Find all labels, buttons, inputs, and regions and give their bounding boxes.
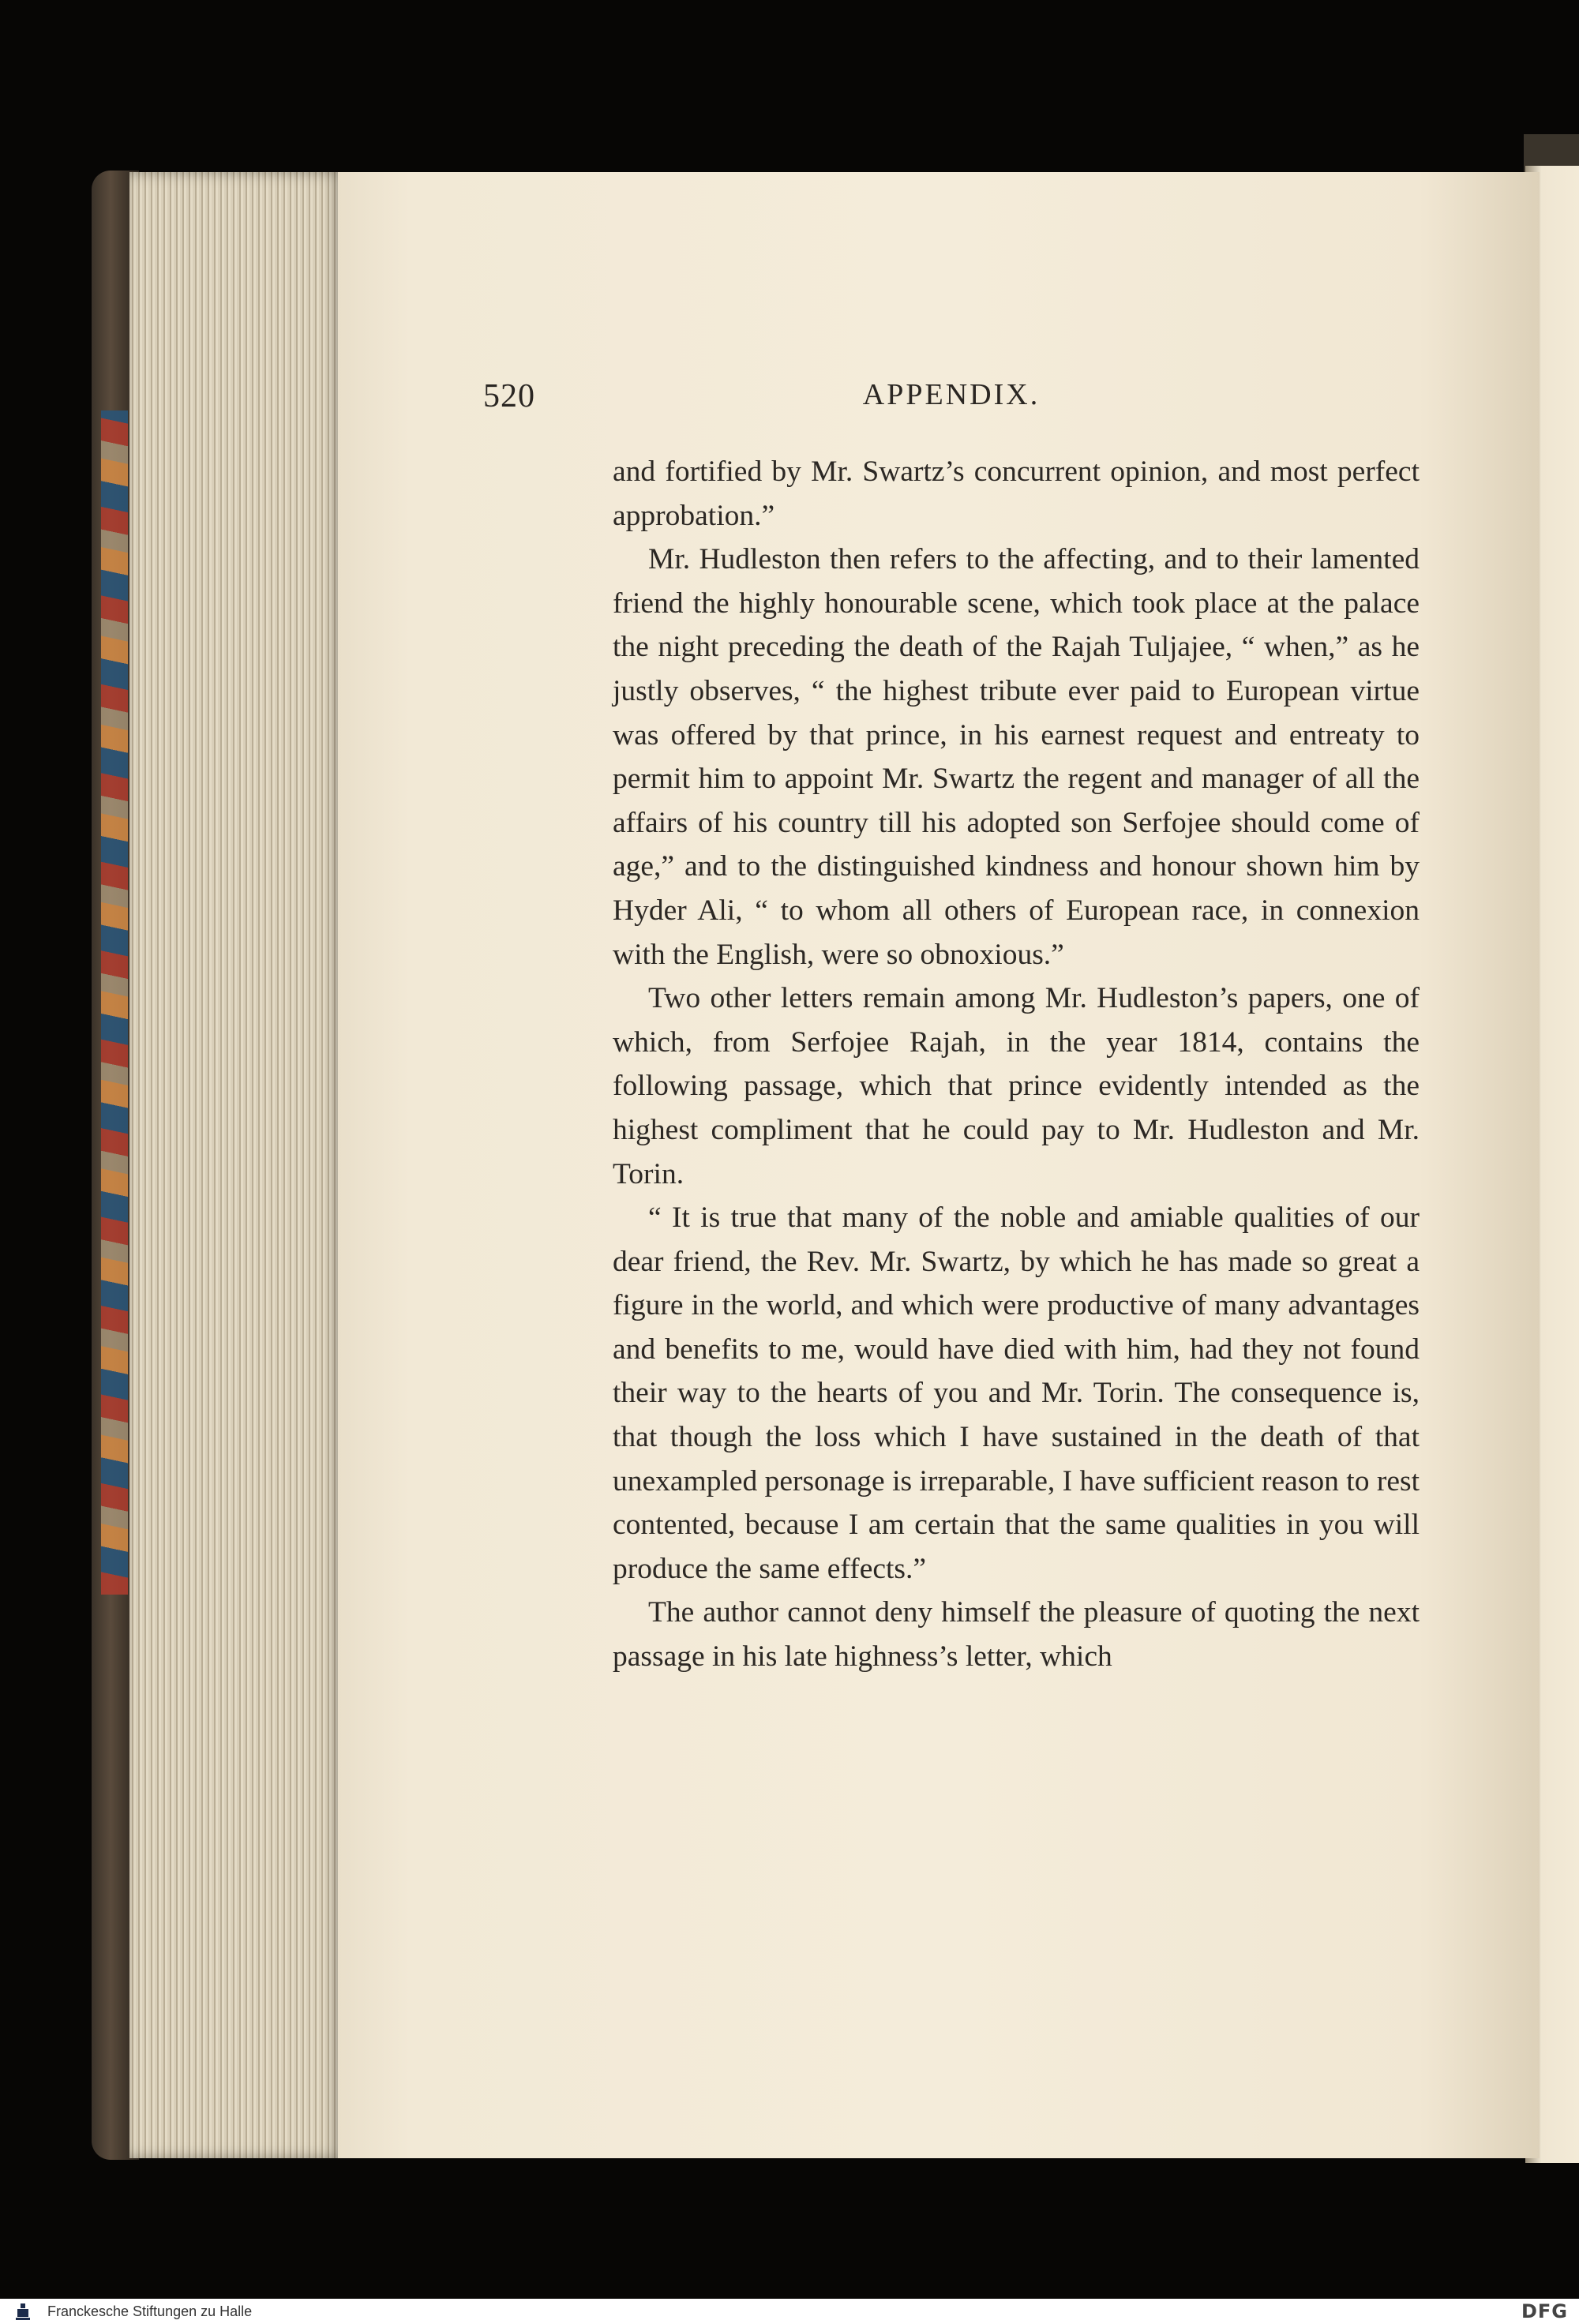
page-number: 520 (483, 378, 535, 414)
institution-name: Franckesche Stiftungen zu Halle (47, 2303, 253, 2319)
dfg-logo: DFG (1521, 2300, 1568, 2322)
page-header (483, 377, 1420, 433)
body-text (613, 450, 1420, 1679)
paragraph: Mr. Hudleston then refers to the affecting, and to their lamented friend the highly honourable scene, which took place at the palace the night preceding the death of the Rajah Tuljajee, “ when,” as he justly observes, “ the highest tribute ever paid to European virtue was offered by that prince, in his earnest request and entreaty to permit him to appoint Mr. Swartz the regent and manager of all the affairs of his country till his adopted son Serfojee should come of age,” and to the distinguished kindness and honour shown him by Hyder Ali, “ to whom all others of European race, in connexion with the English, were so obnoxious.” (613, 543, 1420, 971)
institution-logo-icon (14, 2302, 32, 2321)
paragraph: “ It is true that many of the noble and amiable qualities of our dear friend, the Rev. Mr. Swartz, by which he has made so great a figure in the world, and which were productive of many advantages and benefits to me, would have died with him, had they not found their way to the hearts of you and Mr. Torin. The consequence is, that though the loss which I have sustained in the death of that unexampled personage is irreparable, I have sufficient reason to rest contented, because I am certain that the same qualities in you will produce the same effects.” (613, 1201, 1420, 1585)
viewer-footer (0, 2299, 1579, 2324)
paragraph: and fortified by Mr. Swartz’s concurrent opinion, and most perfect approbation.” (613, 455, 1420, 532)
running-head: APPENDIX. (862, 378, 1041, 411)
paragraph: The author cannot deny himself the pleasure of quoting the next passage in his late highness’s letter, which (613, 1596, 1420, 1674)
paragraph: Two other letters remain among Mr. Hudleston’s papers, one of which, from Serfojee Rajah, in the year 1814, contains the following passage, which that prince evidently intended as the highest compliment that he could pay to Mr. Hudleston and Mr. Torin. (613, 982, 1420, 1190)
marbled-endpaper (101, 410, 128, 1595)
page-stack-edge (129, 172, 343, 2158)
